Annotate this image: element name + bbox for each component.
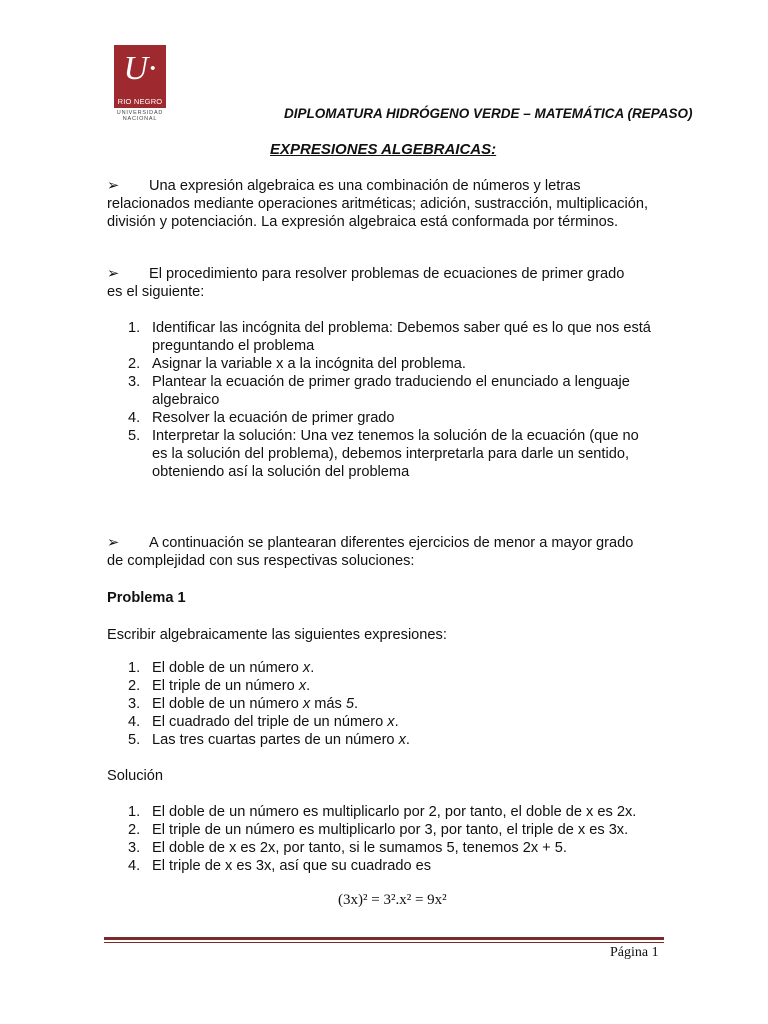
paragraph-procedure: ➢ El procedimiento para resolver problemas de ecuaciones de primer grado es el siguiente: [107,266,625,301]
list-item: 1. El doble de un número x. [128,660,315,676]
page-number: Página 1 [610,945,659,960]
paragraph-exercises-intro: ➢ A continuación se plantearan diferentes ejercicios de menor a mayor grado de complejidad con sus respectivas soluciones: [107,535,634,570]
solution-label: Solución [107,768,163,784]
bullet-arrow-icon: ➢ [107,178,120,194]
list-item: 5. Las tres cuartas partes de un número x. [128,732,410,748]
list-item: 3. Plantear la ecuación de primer grado traduciendo el enunciado a lenguaje algebraico [128,374,630,408]
problem-title: Problema 1 [107,590,186,606]
procedure-steps-list [128,319,658,481]
list-item: 3. El doble de un número x más 5. [128,696,359,712]
list-item: 3. El doble de x es 2x, por tanto, si le sumamos 5, tenemos 2x + 5. [128,840,567,856]
list-item: 4. Resolver la ecuación de primer grado [128,410,395,426]
list-item: 2. El triple de un número x. [128,678,311,694]
list-item: 4. El cuadrado del triple de un número x. [128,714,399,730]
list-item: 1. Identificar las incógnita del problema: Debemos saber qué es lo que nos está preguntando el problema [128,320,651,354]
bullet-arrow-icon: ➢ [107,535,120,551]
paragraph-definition: ➢ Una expresión algebraica es una combinación de números y letras relacionados mediante operaciones aritméticas; adición, sustracción, multiplicación, división y potenciación. La expresión algebraica está conformada por términos. [107,178,649,231]
footer-rule [104,937,664,940]
logo-subtitle: UNIVERSIDAD NACIONAL [116,110,164,122]
bullet-arrow-icon: ➢ [107,266,120,282]
list-item: 2. El triple de un número es multiplicarlo por 3, por tanto, el triple de x es 3x. [128,822,629,838]
university-logo [114,45,166,108]
document-title: EXPRESIONES ALGEBRAICAS: [270,141,497,158]
list-item: 2. Asignar la variable x a la incógnita del problema. [128,356,466,372]
logo-name: RIO NEGRO [117,97,163,106]
formula: (3x)² = 3².x² = 9x² [338,892,447,908]
exercise-list [128,659,658,749]
solution-list [128,803,658,875]
footer-rule-thin [104,942,664,943]
list-item: 1. El doble de un número es multiplicarlo por 2, por tanto, el doble de x es 2x. [128,804,637,820]
problem-intro: Escribir algebraicamente las siguientes expresiones: [107,627,447,643]
logo-letter: U· [123,50,157,87]
header-title: DIPLOMATURA HIDRÓGENO VERDE – MATEMÁTICA (REPASO) [284,106,693,121]
list-item: 5. Interpretar la solución: Una vez tenemos la solución de la ecuación (que no es la solución del problema), debemos interpretarla para darle un sentido, obteniendo así la solución del problema [128,428,639,480]
list-item: 4. El triple de x es 3x, así que su cuadrado es [128,858,432,874]
